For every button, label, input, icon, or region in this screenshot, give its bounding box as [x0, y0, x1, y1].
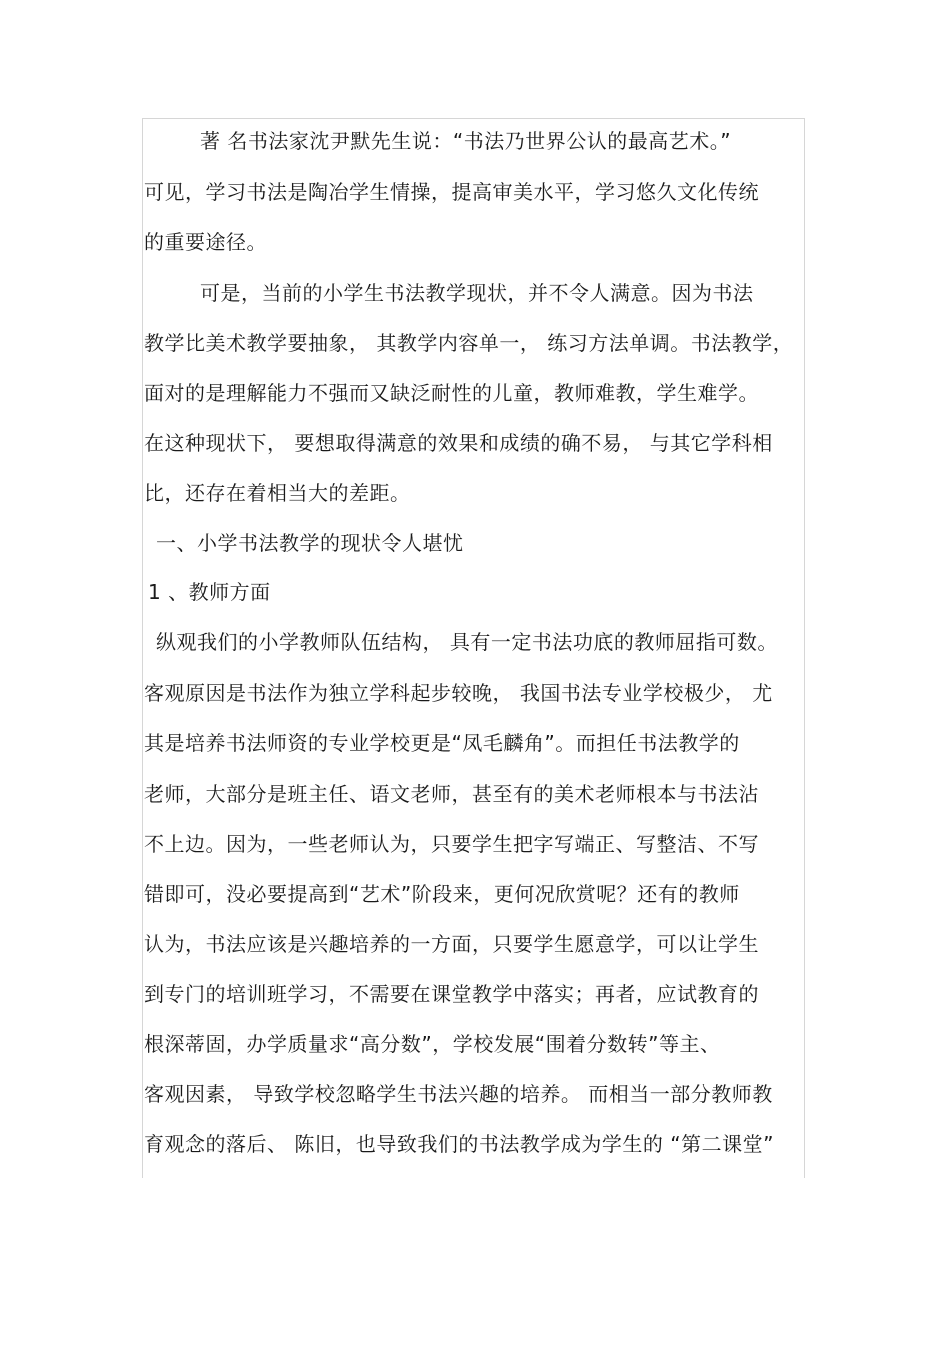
text-line: 教学比美术教学要抽象， 其教学内容单一， 练习方法单调。书法教学，	[144, 331, 794, 355]
text-line: 老师，大部分是班主任、语文老师，甚至有的美术老师根本与书法沾	[144, 782, 759, 806]
text-line: 根深蒂固，办学质量求“高分数”，学校发展“围着分数转”等主、	[144, 1032, 721, 1056]
text-line: 可是，当前的小学生书法教学现状，并不令人满意。因为书法	[200, 281, 754, 305]
text-line: 著 名书法家沈尹默先生说：“书法乃世界公认的最高艺术。”	[200, 129, 732, 153]
text-line: 不上边。因为，一些老师认为，只要学生把字写端正、写整洁、不写	[144, 832, 759, 856]
text-line: 客观原因是书法作为独立学科起步较晚， 我国书法专业学校极少， 尤	[144, 681, 773, 705]
text-line: 认为，书法应该是兴趣培养的一方面，只要学生愿意学，可以让学生	[144, 932, 759, 956]
text-line: 在这种现状下， 要想取得满意的效果和成绩的确不易， 与其它学科相	[144, 431, 773, 455]
text-line: 到专门的培训班学习，不需要在课堂教学中落实；再者，应试教育的	[144, 982, 759, 1006]
text-line: 其是培养书法师资的专业学校更是“凤毛麟角”。而担任书法教学的	[144, 731, 740, 755]
section-heading: 一、小学书法教学的现状令人堪忧	[156, 531, 464, 555]
text-line: 可见，学习书法是陶冶学生情操，提高审美水平，学习悠久文化传统	[144, 180, 759, 204]
text-line: 的重要途径。	[144, 230, 267, 254]
text-line: 育观念的落后、 陈旧，也导致我们的书法教学成为学生的 “第二课堂”	[144, 1132, 774, 1156]
text-line: 面对的是理解能力不强而又缺泛耐性的儿童，教师难教，学生难学。	[144, 381, 759, 405]
subsection-heading: 1 、教师方面	[148, 580, 271, 604]
text-line: 错即可，没必要提高到“艺术”阶段来，更何况欣赏呢？还有的教师	[144, 882, 740, 906]
text-line: 纵观我们的小学教师队伍结构， 具有一定书法功底的教师屈指可数。	[156, 630, 778, 654]
text-line: 客观因素， 导致学校忽略学生书法兴趣的培养。 而相当一部分教师教	[144, 1082, 773, 1106]
text-line: 比，还存在着相当大的差距。	[144, 481, 411, 505]
